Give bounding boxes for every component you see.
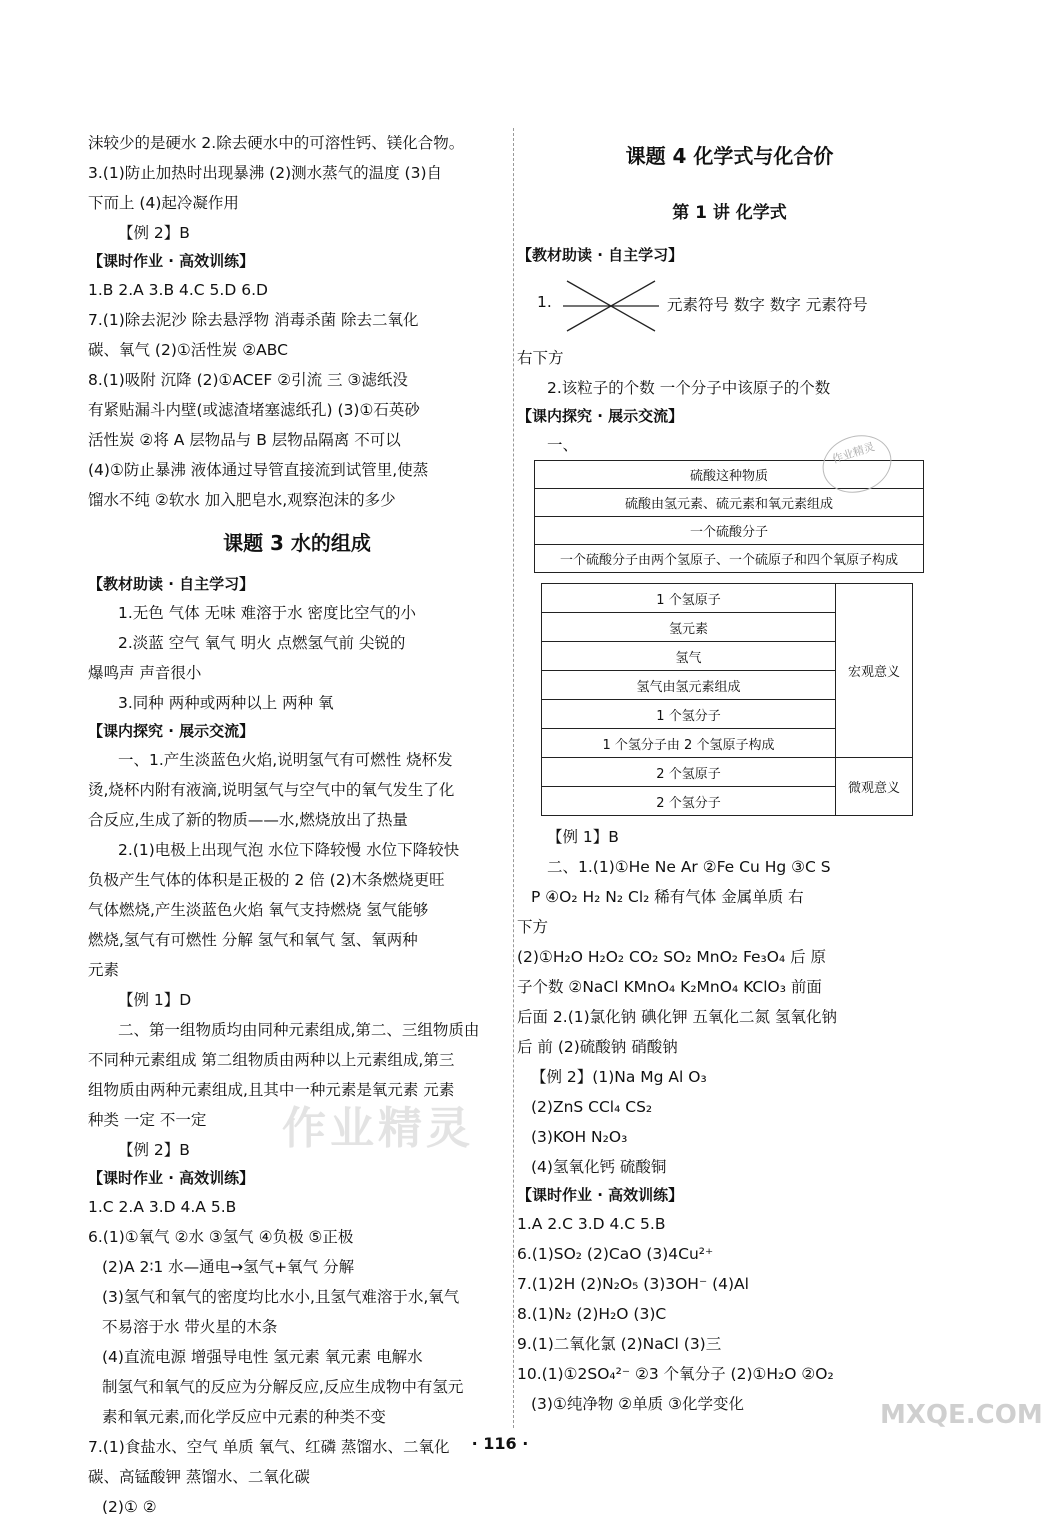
example-answer: 【例 1】B [547, 828, 619, 846]
text-line: 一、1.产生淡蓝色火焰,说明氢气有可燃性 烧杯发 [118, 751, 453, 769]
table-cell: 硫酸由氢元素、硫元素和氧元素组成 [535, 489, 924, 517]
left-column [88, 128, 506, 1522]
text-line: 元素 [88, 961, 120, 979]
text-line: 8.(1)吸附 沉降 (2)①ACEF ②引流 三 ③滤纸没 [88, 371, 408, 389]
table-cell: 1 个氢原子 [542, 584, 836, 613]
table-cell: 一个硫酸分子由两个氢原子、一个硫原子和四个氧原子构成 [535, 545, 924, 573]
text-line: 不同种元素组成 第二组物质由两种以上元素组成,第三 [88, 1051, 455, 1069]
example-answer: 【例 2】B [118, 224, 190, 242]
text-line: P ④O₂ H₂ N₂ Cl₂ 稀有气体 金属单质 右 [531, 888, 804, 906]
macro-label: 宏观意义 [836, 584, 913, 758]
example-answer: 【例 2】B [118, 1141, 190, 1159]
text-line: 素和氧元素,而化学反应中元素的种类不变 [102, 1408, 386, 1426]
micro-label: 微观意义 [836, 758, 913, 816]
text-line: 碳、高锰酸钾 蒸馏水、二氧化碳 [88, 1468, 310, 1486]
text-line: 烫,烧杯内附有液滴,说明氢气与空气中的氧气发生了化 [88, 781, 455, 799]
lesson-title: 课题 3 水的组成 [223, 531, 371, 555]
right-column [517, 128, 942, 1419]
section-header: 【课内探究 · 展示交流】 [517, 407, 684, 425]
section-header: 【课内探究 · 展示交流】 [88, 722, 255, 740]
text-line: 后面 2.(1)氯化钠 碘化钾 五氧化二氮 氢氧化钠 [517, 1008, 837, 1026]
text-line: 1.B 2.A 3.B 4.C 5.D 6.D [88, 281, 268, 299]
text-line: 2.该粒子的个数 一个分子中该原子的个数 [547, 379, 831, 397]
lecture-title: 第 1 讲 化学式 [672, 203, 787, 223]
text-line: 3.(1)防止加热时出现暴沸 (2)测水蒸气的温度 (3)自 [88, 164, 443, 182]
table-cell: 2 个氢原子 [542, 758, 836, 787]
text-line: 沫较少的是硬水 2.除去硬水中的可溶性钙、镁化合物。 [88, 134, 465, 152]
example-answer: 【例 1】D [118, 991, 192, 1009]
text-line: (4)①防止暴沸 液体通过导管直接流到试管里,使蒸 [88, 461, 429, 479]
corner-watermark: MXQE.COM [880, 1400, 1043, 1430]
section-header: 【教材助读 · 自主学习】 [517, 246, 684, 264]
text-line: 7.(1)除去泥沙 除去悬浮物 消毒杀菌 除去二氧化 [88, 311, 419, 329]
text-line: 后 前 (2)硫酸钠 硝酸钠 [517, 1038, 678, 1056]
table-cell: 1 个氢分子由 2 个氢原子构成 [542, 729, 836, 758]
section-header: 【课时作业 · 高效训练】 [517, 1186, 684, 1204]
text-line: (2)①H₂O H₂O₂ CO₂ SO₂ MnO₂ Fe₃O₄ 后 原 [517, 948, 827, 966]
stamp-mark: 作业精灵 [815, 427, 899, 502]
table-cell: 2 个氢分子 [542, 787, 836, 816]
text-line: 种类 一定 不一定 [88, 1111, 207, 1129]
text-line: 1.C 2.A 3.D 4.A 5.B [88, 1198, 237, 1216]
table-cell: 硫酸这种物质 [535, 461, 924, 489]
part-label: 一、 [547, 436, 579, 454]
text-line: 1.A 2.C 3.D 4.C 5.B [517, 1215, 666, 1233]
table-cell: 一个硫酸分子 [535, 517, 924, 545]
text-line: 组物质由两种元素组成,且其中一种元素是氧元素 元素 [88, 1081, 455, 1099]
text-line: 燃烧,氢气有可燃性 分解 氢气和氧气 氢、氧两种 [88, 931, 418, 949]
text-line: 7.(1)2H (2)N₂O₅ (3)3OH⁻ (4)Al [517, 1275, 749, 1293]
text-line: (2)① ② [102, 1498, 157, 1516]
text-line: 10.(1)①2SO₄²⁻ ②3 个氧分子 (2)①H₂O ②O₂ [517, 1365, 834, 1383]
diagram-labels: 元素符号 数字 数字 元素符号 [667, 296, 868, 314]
table-cell: 氢气由氢元素组成 [542, 671, 836, 700]
diagram-number: 1. [537, 293, 552, 311]
text-line: (3)氢气和氧气的密度均比水小,且氢气难溶于水,氧气 [102, 1288, 460, 1306]
text-line: 下而上 (4)起冷凝作用 [88, 194, 239, 212]
text-line: 9.(1)二氧化氯 (2)NaCl (3)三 [517, 1335, 722, 1353]
lesson-title: 课题 4 化学式与化合价 [625, 144, 834, 168]
text-line: 活性炭 ②将 A 层物品与 B 层物品隔离 不可以 [88, 431, 401, 449]
text-line: 制氢气和氧气的反应为分解反应,反应生成物中有氢元 [102, 1378, 464, 1396]
text-line: (3)①纯净物 ②单质 ③化学变化 [531, 1395, 744, 1413]
text-line: (2)ZnS CCl₄ CS₂ [531, 1098, 653, 1116]
watermark: 作业精灵 [282, 1103, 474, 1154]
text-line: 2.淡蓝 空气 氧气 明火 点燃氢气前 尖锐的 [118, 634, 406, 652]
table-cell: 1 个氢分子 [542, 700, 836, 729]
text-line: 3.同种 两种或两种以上 两种 氧 [118, 694, 334, 712]
example-answer: 【例 2】(1)Na Mg Al O₃ [531, 1068, 707, 1086]
text-line: 6.(1)SO₂ (2)CaO (3)4Cu²⁺ [517, 1245, 714, 1263]
table-cell: 氢气 [542, 642, 836, 671]
text-line: 6.(1)①氧气 ②水 ③氢气 ④负极 ⑤正极 [88, 1228, 354, 1246]
column-divider [513, 128, 514, 1428]
text-line: 二、第一组物质均由同种元素组成,第二、三组物质由 [118, 1021, 480, 1039]
hydrogen-meaning-table [541, 583, 913, 816]
text-line: 不易溶于水 带火星的木条 [102, 1318, 278, 1336]
text-line: 爆鸣声 声音很小 [88, 664, 202, 682]
text-line: (4)氢氧化钙 硫酸铜 [531, 1158, 667, 1176]
text-line: 子个数 ②NaCl KMnO₄ K₂MnO₄ KClO₃ 前面 [517, 978, 822, 996]
text-line: 下方 [517, 918, 549, 936]
text-line: 气体燃烧,产生淡蓝色火焰 氧气支持燃烧 氢气能够 [88, 901, 429, 919]
text-line: 负极产生气体的体积是正极的 2 倍 (2)木条燃烧更旺 [88, 871, 445, 889]
text-line: 碳、氧气 (2)①活性炭 ②ABC [88, 341, 288, 359]
text-line: 合反应,生成了新的物质——水,燃烧放出了热量 [88, 811, 408, 829]
text-line: 1.无色 气体 无味 难溶于水 密度比空气的小 [118, 604, 416, 622]
cross-diagram [517, 269, 942, 343]
section-header: 【教材助读 · 自主学习】 [88, 575, 255, 593]
text-line: 二、1.(1)①He Ne Ar ②Fe Cu Hg ③C S [547, 858, 831, 876]
page-number: · 116 · [471, 1434, 529, 1453]
table-cell: 氢元素 [542, 613, 836, 642]
text-line: (3)KOH N₂O₃ [531, 1128, 628, 1146]
text-line: 馏水不纯 ②软水 加入肥皂水,观察泡沫的多少 [88, 491, 396, 509]
text-line: 8.(1)N₂ (2)H₂O (3)C [517, 1305, 667, 1323]
section-header: 【课时作业 · 高效训练】 [88, 1169, 255, 1187]
text-line: 有紧贴漏斗内壁(或滤渣堵塞滤纸孔) (3)①石英砂 [88, 401, 420, 419]
text-line: 7.(1)食盐水、空气 单质 氧气、红磷 蒸馏水、二氧化 [88, 1438, 450, 1456]
text-line: (2)A 2∶1 水—通电→氢气+氧气 分解 [102, 1258, 355, 1276]
text-line: (4)直流电源 增强导电性 氢元素 氧元素 电解水 [102, 1348, 423, 1366]
text-line: 2.(1)电极上出现气泡 水位下降较慢 水位下降较快 [118, 841, 460, 859]
section-header: 【课时作业 · 高效训练】 [88, 252, 255, 270]
text-line: 右下方 [517, 349, 564, 367]
cross-lines-figure [563, 279, 659, 333]
